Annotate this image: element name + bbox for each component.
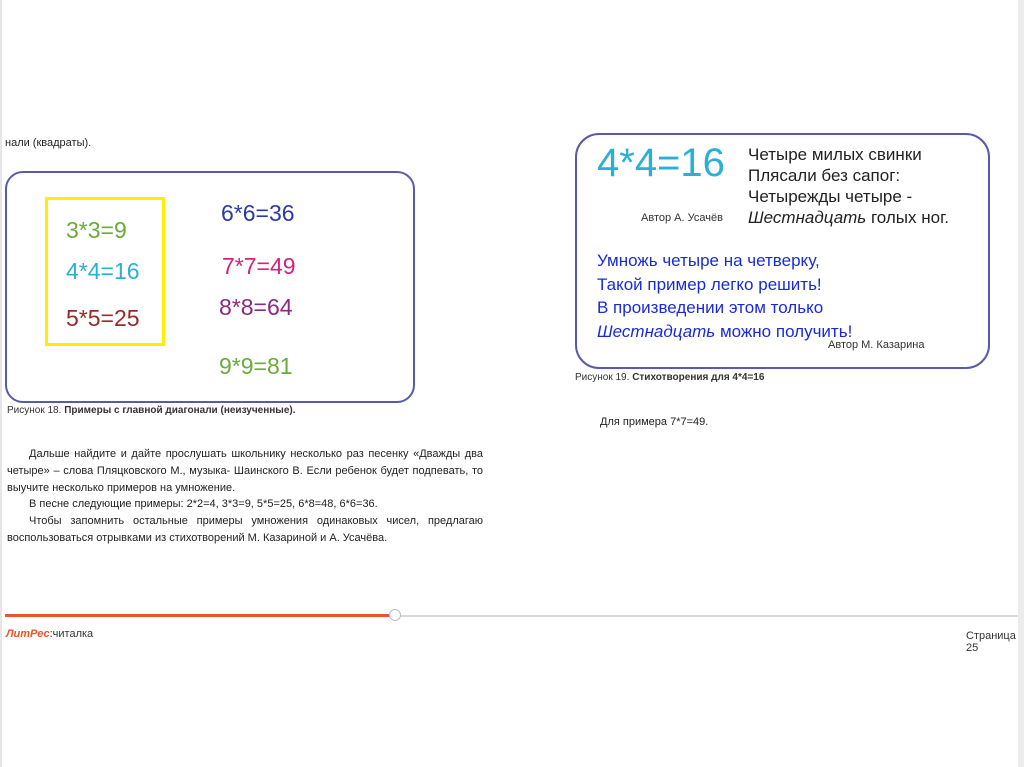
paragraph: Чтобы запомнить остальные примеры умножения одинаковых чисел, предлагаю воспользоваться отрывками из стихотворений М. Казариной и А. Усачёва. (7, 515, 483, 544)
figure-19-caption-title: Стихотворения для 4*4=16 (632, 372, 765, 383)
poem-line: Такой пример легко решить! (597, 274, 822, 294)
poem-kazarina (597, 249, 852, 343)
author-usachev: Автор А. Усачёв (641, 212, 723, 224)
figure-18-caption (7, 405, 296, 416)
poem-line: Четырежды четыре - (748, 187, 913, 206)
poem-italic-word: Шестнадцать (597, 321, 716, 341)
author-kazarina: Автор М. Казарина (828, 339, 925, 351)
equation-9x9: 9*9=81 (219, 353, 293, 379)
poem-line: В произведении этом только (597, 298, 824, 317)
reading-progress-fill (5, 614, 395, 617)
paragraph: Дальше найдите и дайте прослушать школьнику несколько раз песенку «Дважды два четыре» – слова Пляцковского М., музыка- Шаинского В. Если ребенок будет подпевать, то выучите несколько примеров на умножение. (7, 448, 483, 494)
poem-line: Плясали без сапог: (748, 166, 901, 185)
logo-suffix: :читалка (49, 628, 94, 640)
poem-line: Четыре милых свинки (748, 145, 922, 164)
equation-4x4: 4*4=16 (66, 258, 140, 284)
equation-7x7: 7*7=49 (222, 253, 296, 279)
big-equation-4x4: 4*4=16 (597, 141, 725, 185)
equation-5x5: 5*5=25 (66, 305, 140, 331)
equation-3x3: 3*3=9 (66, 217, 127, 243)
example-line: Для примера 7*7=49. (600, 416, 709, 428)
poem-italic-word: Шестнадцать (748, 208, 867, 227)
top-text-fragment: нали (квадраты). (5, 137, 92, 149)
poem-line-rest: голых ног. (866, 208, 949, 227)
reading-progress-handle[interactable] (389, 609, 401, 621)
poem-line (597, 320, 852, 344)
left-edge (0, 0, 2, 767)
poem-line: Умножь четыре на четверку, (597, 251, 820, 270)
poem-line (748, 207, 949, 228)
equation-8x8: 8*8=64 (219, 294, 293, 320)
equation-6x6: 6*6=36 (221, 200, 295, 226)
poem-line-rest: можно получить! (715, 321, 853, 341)
page-number-label: Страница 25 (966, 630, 1016, 654)
figure-18-caption-title: Примеры с главной диагонали (неизученные). (64, 405, 296, 416)
figure-19-caption (575, 372, 764, 383)
figure-19-caption-number: Рисунок 19. (575, 372, 630, 383)
poem-usachev (748, 144, 949, 228)
logo-brand: ЛитРес (6, 628, 50, 640)
litres-logo[interactable] (6, 628, 93, 640)
article-body (7, 446, 483, 547)
figure-18-caption-number: Рисунок 18. (7, 405, 62, 416)
paragraph: В песне следующие примеры: 2*2=4, 3*3=9, 5*5=25, 6*8=48, 6*6=36. (29, 498, 378, 511)
